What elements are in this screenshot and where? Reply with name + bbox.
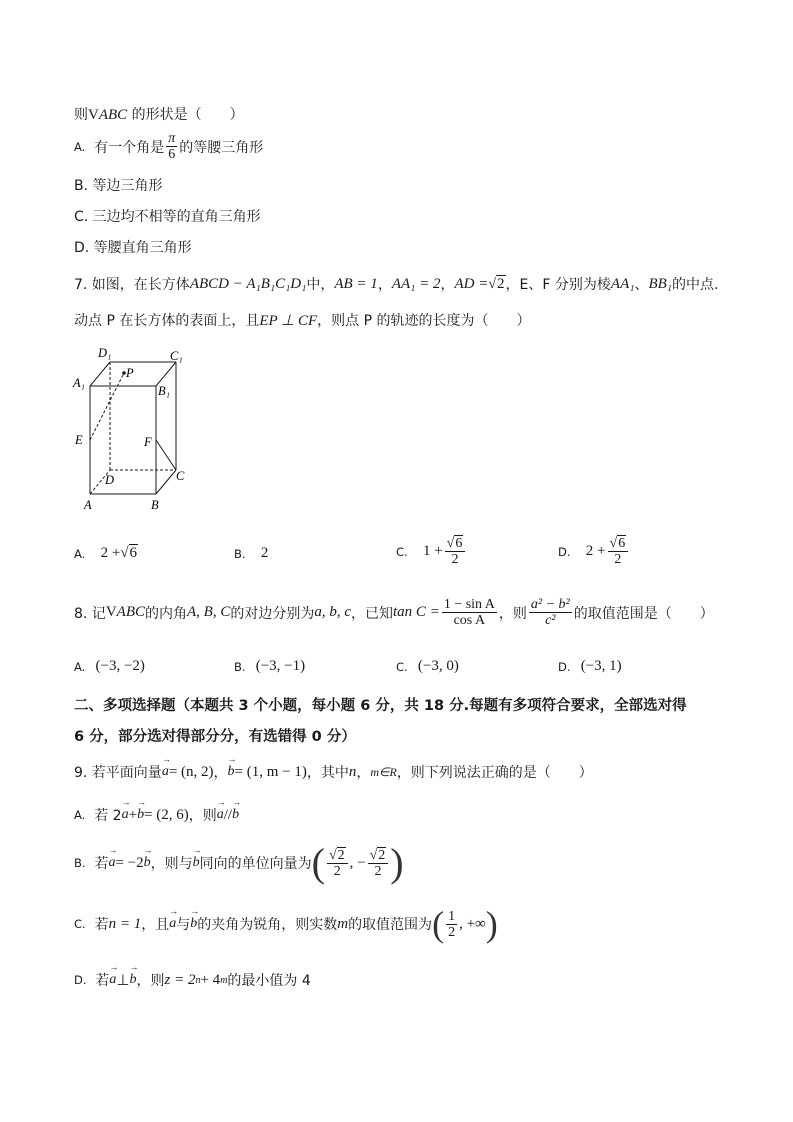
label-c: C	[176, 469, 185, 483]
q8-option-d: D. (−3, 1)	[558, 658, 622, 674]
q6-option-d: D. 等腰直角三角形	[74, 240, 192, 256]
q7-stem-line2: 动点 P 在长方体的表面上，且 EP ⊥ CF ，则点 P 的轨迹的长度为（ ）	[74, 312, 531, 329]
label-a1: A₁	[73, 376, 85, 390]
q6-option-b: B. 等边三角形	[74, 178, 163, 194]
q9-option-b: B. 若 → a = −2 → b ，则与 → b 同向的单位向量为 ( $\frac{√2}{2}$ , − $\frac{√2}{2}$ )	[74, 843, 404, 883]
q7-option-c: C. 1 + $\frac{√6}{2}$	[396, 536, 467, 567]
edge-a1d1	[90, 362, 110, 386]
q6-option-c: C. 三边均不相等的直角三角形	[74, 209, 261, 225]
section2-heading-line2: 6 分，部分选对得部分分，有选错得 0 分）	[74, 729, 356, 745]
q6-option-a: A. 有一个角是 $\frac{\pi}{6}$ 的等腰三角形	[74, 131, 264, 162]
edge-b1c1	[156, 362, 176, 386]
segment-ep-hidden	[90, 373, 124, 440]
q7-option-b: B. 2	[234, 545, 269, 561]
segment-fc	[156, 440, 176, 470]
label-a: A	[84, 498, 92, 512]
label-f: F	[144, 435, 152, 449]
q9-option-c: C. 若 n = 1 ，且 → a 与 → b 的夹角为锐角，则实数 m 的取值范围为 ( $\frac{1}{2}$ , +∞ )	[74, 906, 498, 942]
label-e: E	[75, 433, 83, 447]
q8-option-c: C. (−3, 0)	[396, 658, 459, 674]
label-p: P	[126, 366, 134, 380]
q6-stem: 则VABC 的形状是（ ）	[74, 107, 244, 123]
label-b: B	[151, 498, 159, 512]
label-d1: D₁	[98, 346, 112, 360]
label-d: D	[105, 473, 115, 487]
label-c1: C₁	[170, 349, 183, 363]
q7-option-a: A. 2 + √6	[74, 545, 138, 561]
q8-stem: 8. 记 V ABC 的内角 A, B, C 的对边分别为 a, b, c ，已知 tan C = $\frac{\text{1 − sin A}}{\text{cos A}}$ ，则 $\frac{\text{a² − b²}}{\text{c²}}$ 的取值范围是（ ）	[74, 597, 714, 628]
cuboid-figure	[70, 343, 200, 515]
q9-stem: 9. 若平面向量 → a = (n, 2) ， → b = (1, m − 1) ，其中 n ， m∈R ，则下列说法正确的是（ ）	[74, 762, 593, 782]
q7-stem-line1: 7. 如图，在长方体 ABCD − A₁B₁C₁D₁ 中， AB = 1 ， AA₁ = 2 ， AD = √2 ，E、F 分别为棱 AA₁ 、 BB₁ 的中点.	[74, 275, 719, 293]
edge-bc	[156, 470, 176, 494]
label-b1: B₁	[158, 384, 170, 398]
section2-heading-line1: 二、多项选择题（本题共 3 个小题，每小题 6 分，共 18 分.每题有多项符合要求，全部选对得	[74, 698, 687, 714]
q8-option-a: A. (−3, −2)	[74, 658, 145, 674]
q7-option-d: D. 2 + $\frac{√6}{2}$	[558, 536, 630, 567]
q9-option-a: A. 若 2 → a + → b = (2, 6) ，则 → a // → b	[74, 805, 239, 825]
q8-option-b: B. (−3, −1)	[234, 658, 306, 674]
q9-option-d: D. 若 → a ⊥ → b ，则 z = 2 n + 4 m 的最小值为 4	[74, 970, 311, 990]
